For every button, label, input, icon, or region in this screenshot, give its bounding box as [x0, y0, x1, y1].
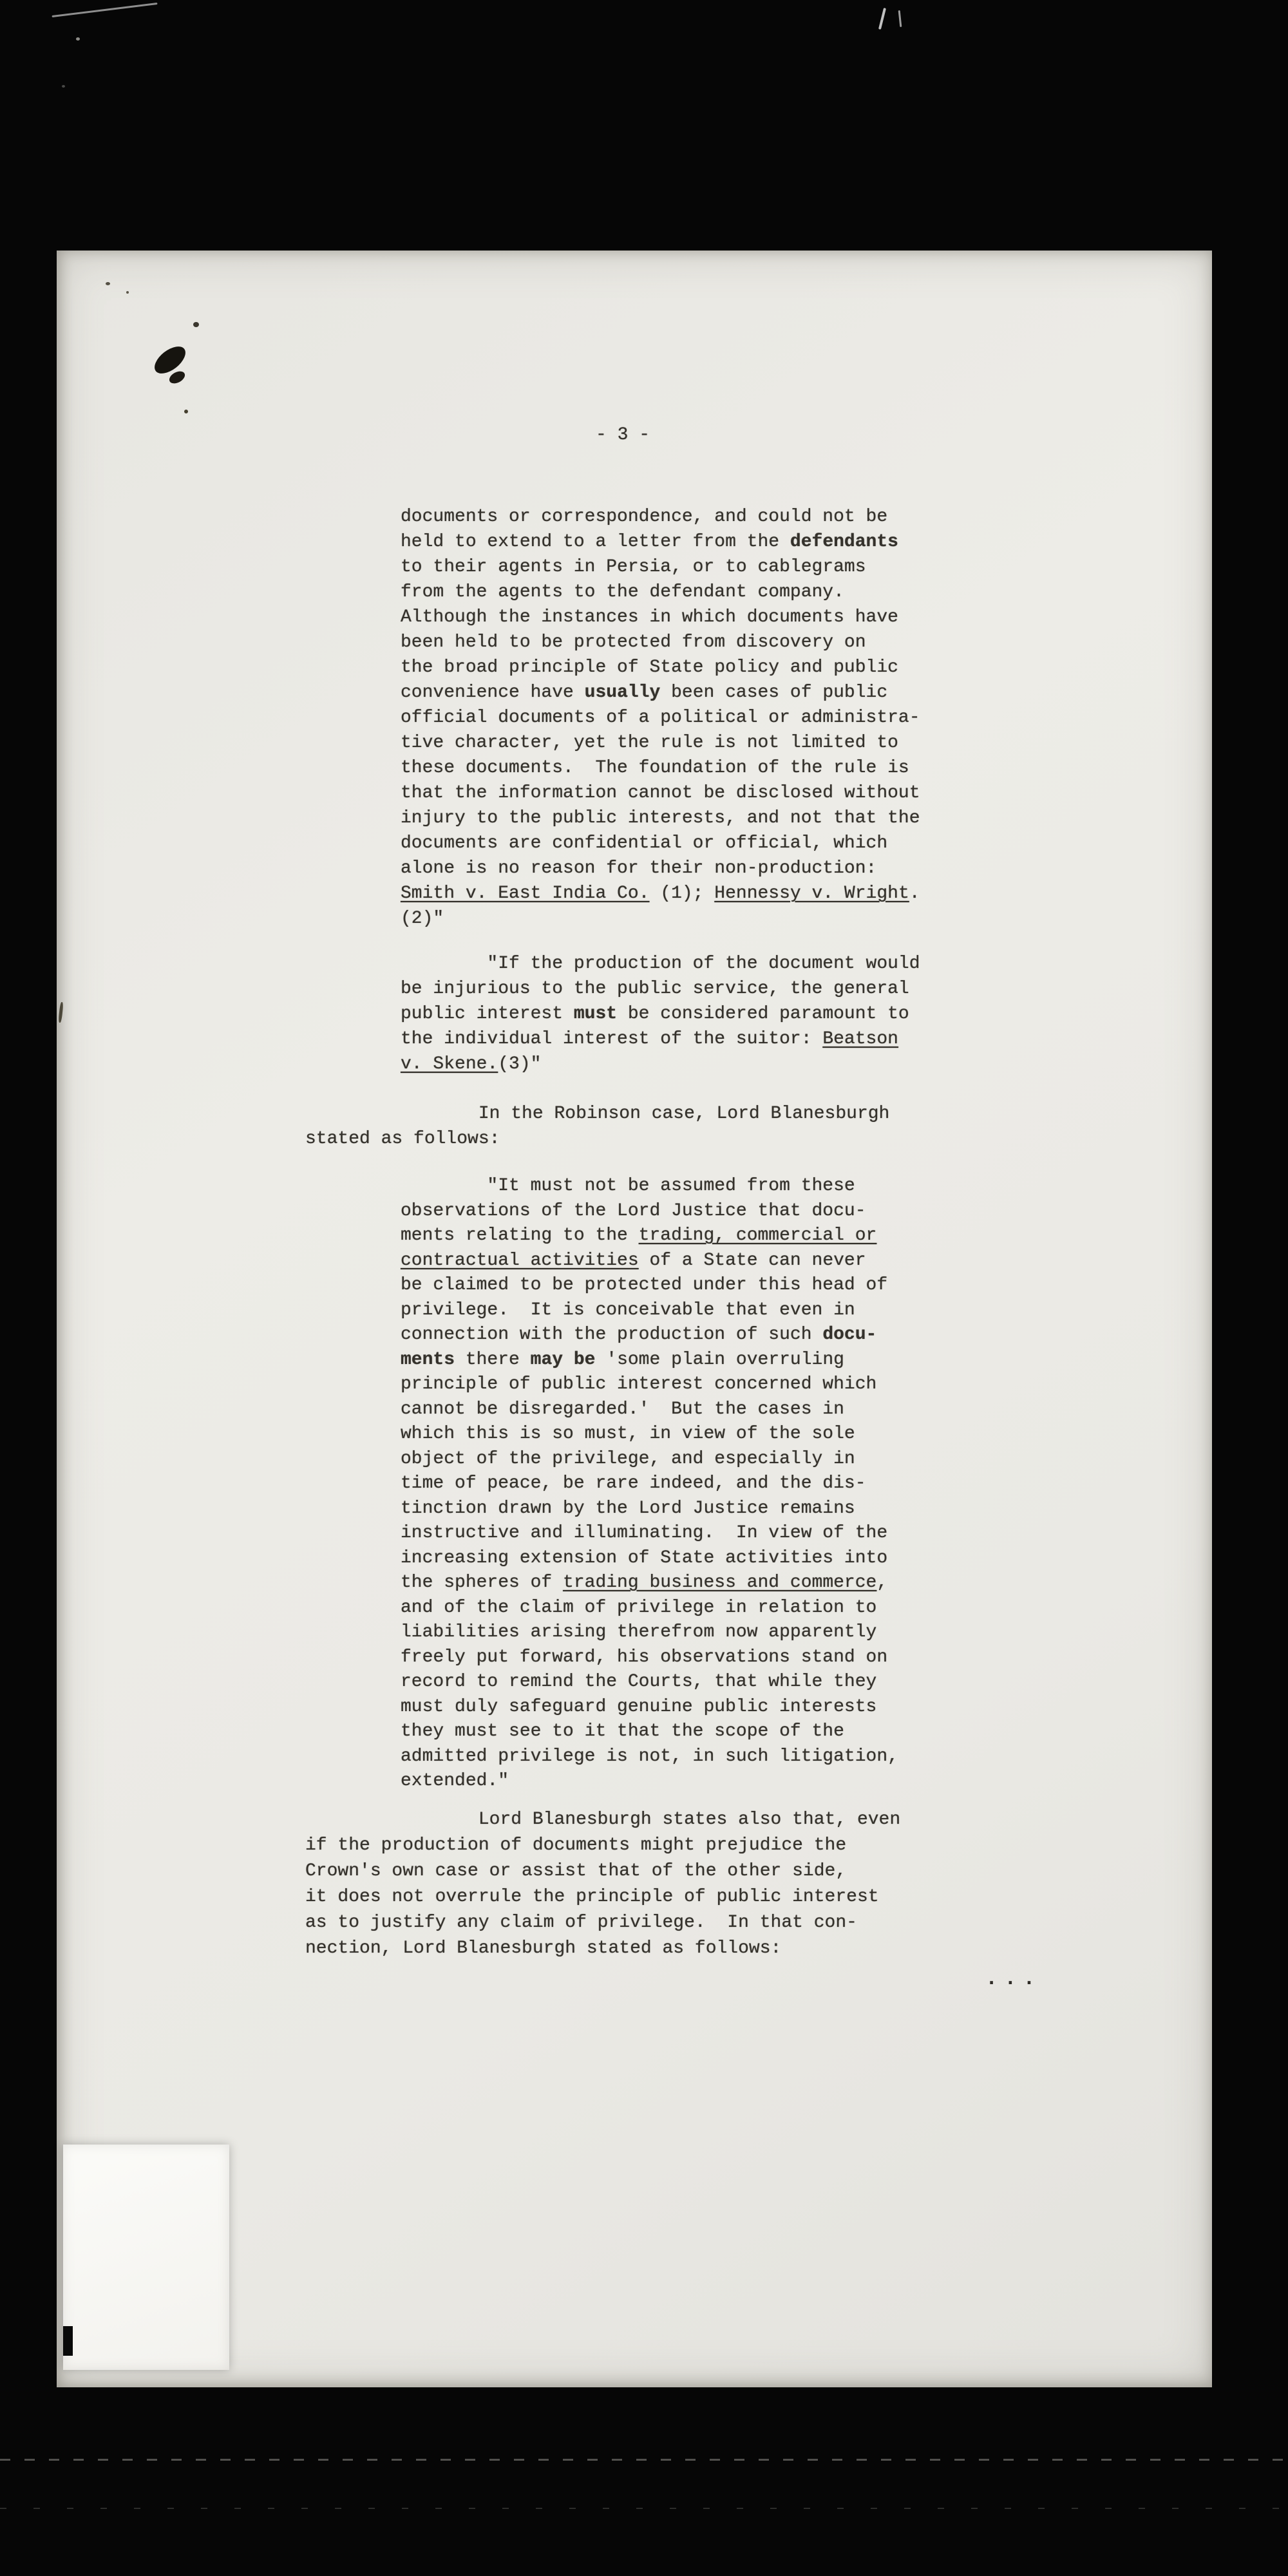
text-line: must duly safeguard genuine public interests — [401, 1696, 877, 1717]
film-scratch — [878, 8, 886, 30]
text-line: extended." — [401, 1771, 509, 1791]
dust-speck — [76, 37, 80, 41]
text-line: observations of the Lord Justice that docu- — [401, 1200, 866, 1221]
text-line: the individual interest of the suitor: Beatson — [401, 1029, 898, 1049]
text-line: nection, Lord Blanesburgh stated as follows: — [305, 1938, 782, 1958]
continuation-dots: ... — [985, 1967, 1042, 1991]
text-line: privilege. It is conceivable that even in — [401, 1300, 855, 1320]
text-line: object of the privilege, and especially in — [401, 1448, 855, 1469]
text-line: principle of public interest concerned which — [401, 1374, 877, 1394]
text-line: that the information cannot be disclosed without — [401, 783, 920, 803]
text-line: they must see to it that the scope of the — [401, 1721, 844, 1741]
text-line: convenience have usually been cases of public — [401, 683, 888, 703]
scanner-noise-line — [0, 2459, 1288, 2461]
blockquote-discovery-privilege — [401, 504, 920, 931]
page-number: - 3 - — [596, 425, 650, 445]
ink-speck — [184, 410, 188, 413]
text-line: from the agents to the defendant company. — [401, 582, 844, 602]
text-line: "It must not be assumed from these — [401, 1176, 855, 1196]
text-line: held to extend to a letter from the defendants — [401, 532, 898, 552]
ink-speck — [193, 322, 199, 327]
text-line: instructive and illuminating. In view of the — [401, 1523, 888, 1543]
text-line: public interest must be considered paramount to — [401, 1004, 909, 1024]
film-scratch — [898, 10, 902, 27]
text-line: it does not overrule the principle of public interest — [305, 1887, 879, 1907]
text-line: the broad principle of State policy and public — [401, 658, 898, 677]
text-line: if the production of documents might prejudice the — [305, 1835, 847, 1855]
text-line: which this is so must, in view of the sole — [401, 1424, 855, 1444]
text-line: alone is no reason for their non-production: — [401, 858, 877, 878]
text-line: In the Robinson case, Lord Blanesburgh — [305, 1104, 890, 1124]
text-line: be injurious to the public service, the general — [401, 979, 909, 999]
text-line: and of the claim of privilege in relation to — [401, 1597, 877, 1618]
text-line: record to remind the Courts, that while they — [401, 1672, 877, 1692]
text-line: documents or correspondence, and could not be — [401, 507, 888, 527]
text-line: documents are confidential or official, which — [401, 833, 888, 853]
text-line: as to justify any claim of privilege. In that con- — [305, 1913, 857, 1933]
film-scratch — [52, 3, 157, 17]
text-line: been held to be protected from discovery on — [401, 632, 866, 652]
paragraph-blanesburgh-states-also — [305, 1807, 900, 1962]
text-line: time of peace, be rare indeed, and the dis- — [401, 1473, 866, 1493]
text-line: freely put forward, his observations stand on — [401, 1647, 888, 1667]
text-line: Crown's own case or assist that of the other side, — [305, 1861, 847, 1881]
text-line: liabilities arising therefrom now apparently — [401, 1622, 877, 1642]
text-line: (2)" — [401, 909, 444, 929]
text-line: to their agents in Persia, or to cablegrams — [401, 557, 866, 577]
scanner-noise-line — [0, 2508, 1288, 2509]
text-line: these documents. The foundation of the rule is — [401, 758, 909, 778]
text-line: increasing extension of State activities into — [401, 1548, 888, 1568]
text-line: tive character, yet the rule is not limited to — [401, 733, 898, 753]
text-line: ments there may be 'some plain overruling — [401, 1349, 844, 1370]
paragraph-robinson-intro — [305, 1101, 889, 1151]
text-line: tinction drawn by the Lord Justice remains — [401, 1498, 855, 1519]
text-line: stated as follows: — [305, 1129, 500, 1149]
text-line: the spheres of trading business and commerce, — [401, 1573, 888, 1593]
text-line: connection with the production of such docu- — [401, 1325, 877, 1345]
ink-speck — [126, 291, 129, 294]
text-line: official documents of a political or administra- — [401, 708, 920, 728]
blockquote-blanesburgh-observations — [401, 1174, 898, 1794]
paper-tab-notch — [63, 2326, 73, 2356]
text-line: cannot be disregarded.' But the cases in — [401, 1399, 844, 1419]
text-line: ments relating to the trading, commercial or — [401, 1226, 877, 1245]
ink-speck — [106, 282, 110, 285]
text-line: Smith v. East India Co. (1); Hennessy v. Wright. — [401, 884, 920, 904]
paper-tab — [63, 2145, 229, 2370]
text-line: be claimed to be protected under this head of — [401, 1275, 888, 1295]
text-line: Lord Blanesburgh states also that, even — [305, 1810, 901, 1830]
text-line: admitted privilege is not, in such litigation, — [401, 1746, 898, 1766]
text-line: Although the instances in which documents have — [401, 607, 898, 627]
text-line: "If the production of the document would — [401, 954, 920, 974]
dust-speck — [62, 85, 65, 88]
text-line: v. Skene.(3)" — [401, 1054, 542, 1074]
text-line: injury to the public interests, and not that the — [401, 808, 920, 828]
blockquote-public-interest-paramount — [401, 951, 920, 1077]
text-line: contractual activities of a State can never — [401, 1250, 866, 1271]
